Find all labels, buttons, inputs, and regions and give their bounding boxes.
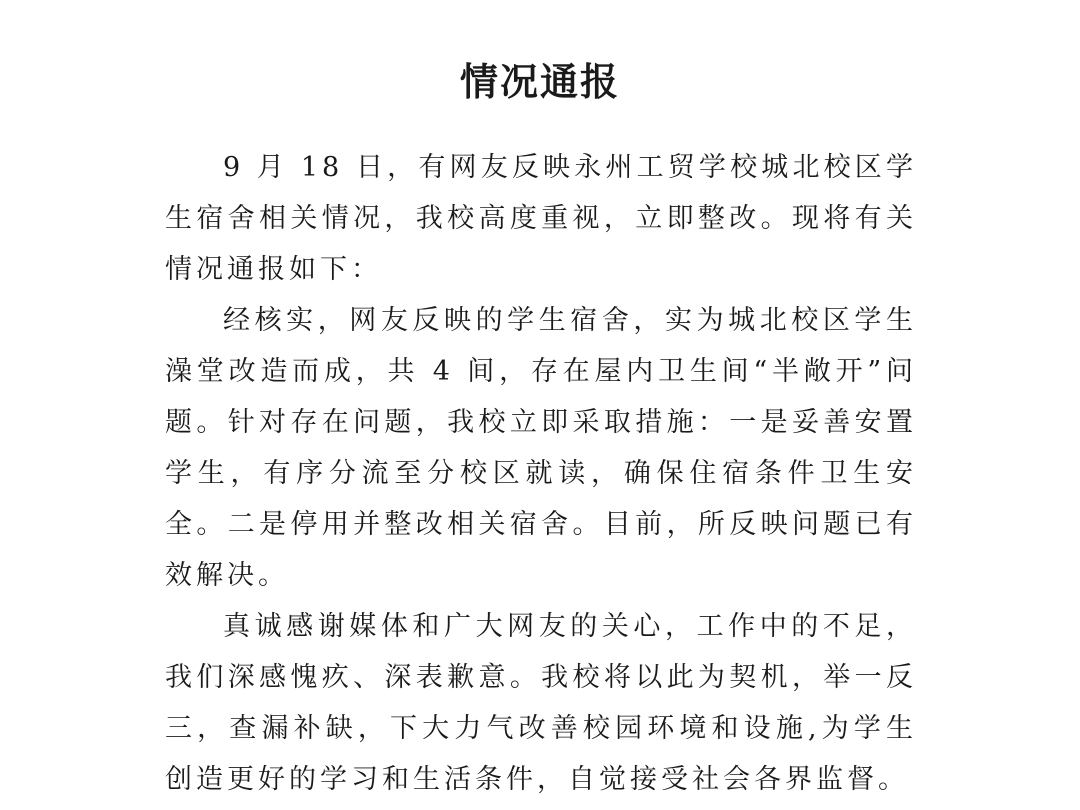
paragraph-findings: 经核实，网友反映的学生宿舍，实为城北校区学生澡堂改造而成，共 4 间，存在屋内卫生间“半敞开”问题。针对存在问题，我校立即采取措施：一是妥善安置学生，有序分流至分校区就读，确保住宿条件卫生安全。二是停用并整改相关宿舍。目前，所反映问题已有效解决。 — [165, 305, 917, 591]
paragraph-apology: 真诚感谢媒体和广大网友的关心，工作中的不足，我们深感愧疚、深表歉意。我校将以此为契机，举一反三，查漏补缺，下大力气改善校园环境和设施,为学生创造更好的学习和生活条件，自觉接受社会各界监督。 — [165, 611, 917, 795]
document-body — [165, 142, 917, 805]
paragraph-intro: 9 月 18 日，有网友反映永州工贸学校城北校区学生宿舍相关情况，我校高度重视，立即整改。现将有关情况通报如下： — [165, 152, 917, 285]
document-title: 情况通报 — [459, 59, 620, 104]
